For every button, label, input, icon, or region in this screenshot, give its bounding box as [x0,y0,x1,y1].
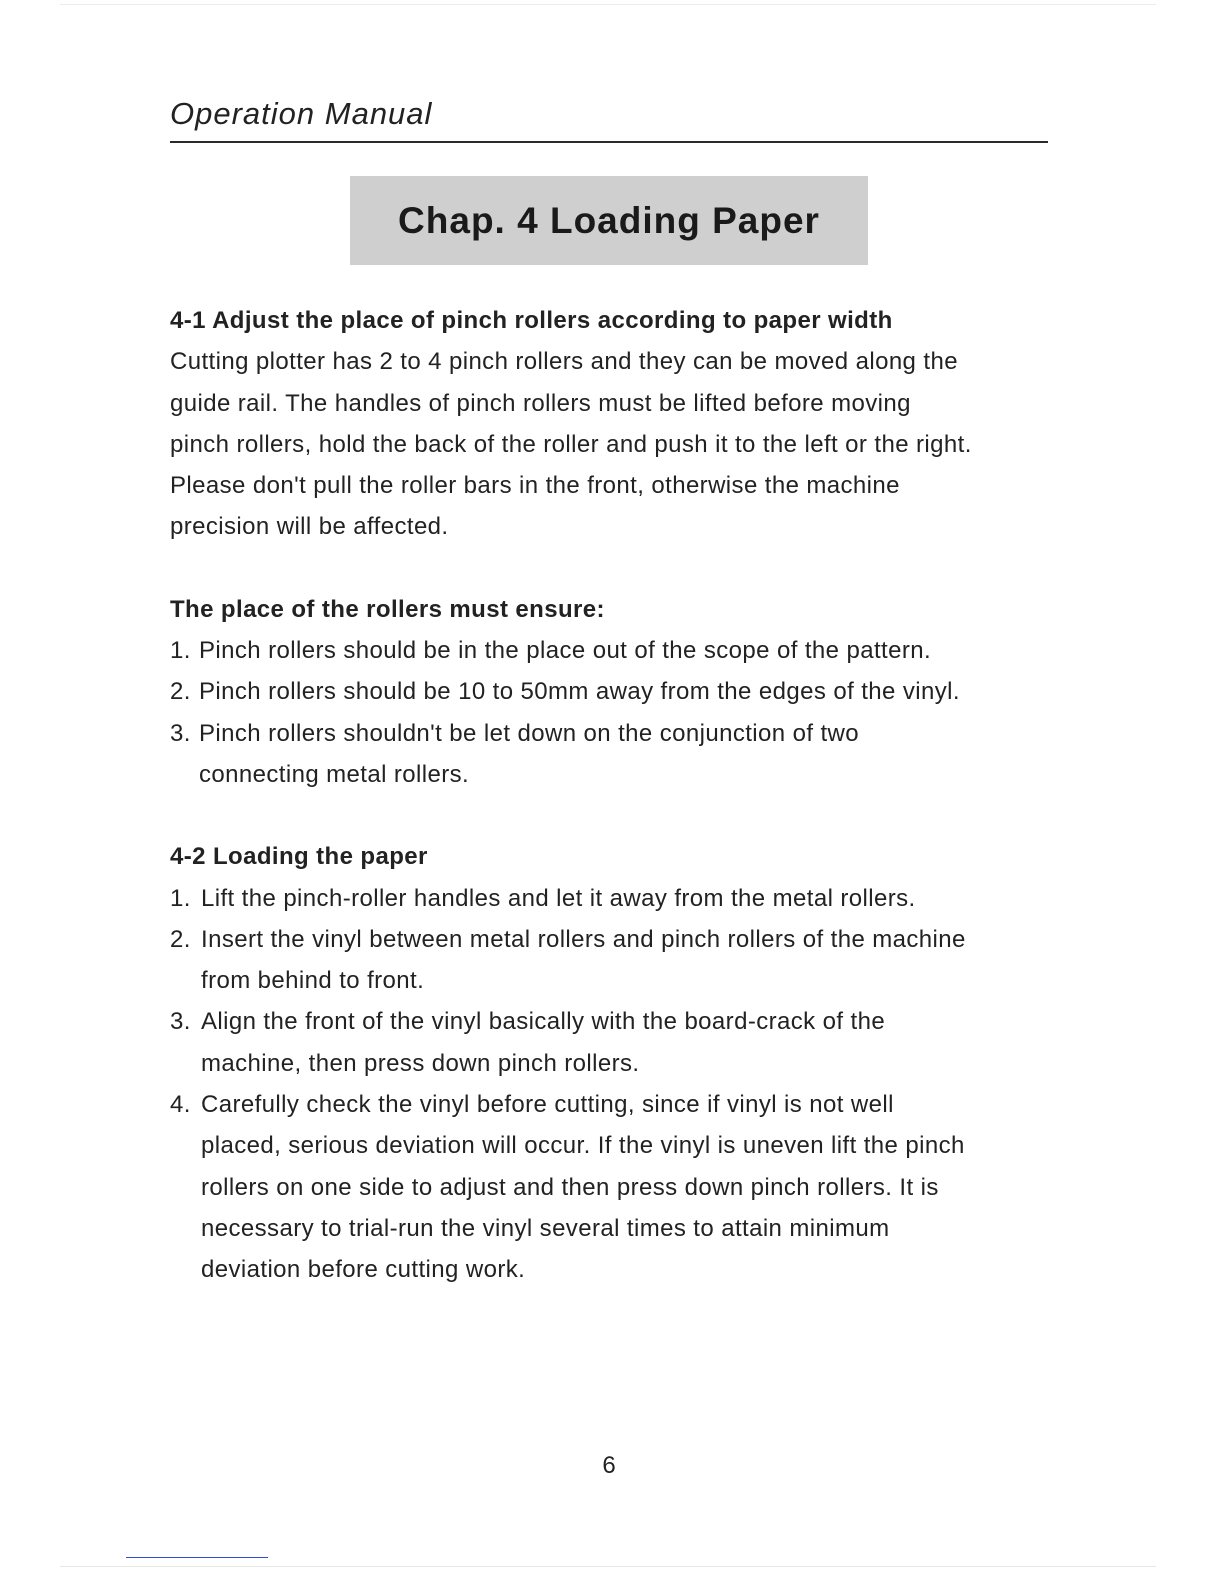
list-item-text [199,671,1070,712]
list-item-line: Pinch rollers should be 10 to 50mm away from the edges of the vinyl. [199,678,960,706]
list-item-line: deviation before cutting work. [201,1256,526,1284]
section-4-1-line: Please don't pull the roller bars in the front, otherwise the machine [170,472,900,500]
section-4-1-line: Cutting plotter has 2 to 4 pinch rollers and they can be moved along the [170,348,958,376]
list-item-number: 2. [170,678,191,706]
list-item-text [201,919,1070,1002]
loading-steps-list [170,878,1070,1291]
list-item-line: necessary to trial-run the vinyl several times to attain minimum [201,1214,890,1242]
list-item-line: rollers on one side to adjust and then press down pinch rollers. It is [201,1173,939,1201]
list-item-text [201,878,1070,919]
spacer [170,548,1070,589]
list-item-text [201,1001,1070,1084]
page-number: 6 [602,1452,616,1479]
list-item-text [201,1084,1070,1290]
list-item-line: Align the front of the vinyl basically with the board-crack of the [201,1008,886,1036]
rollers-list [170,630,1070,795]
list-item-line: Pinch rollers shouldn't be let down on the conjunction of two [199,719,860,747]
section-4-1-line: guide rail. The handles of pinch rollers must be lifted before moving [170,389,911,417]
list-item-line: Lift the pinch-roller handles and let it away from the metal rollers. [201,884,916,912]
chapter-title-box [350,176,868,265]
list-item-line: from behind to front. [201,967,425,995]
list-item [170,919,1070,1002]
list-item-line: placed, serious deviation will occur. If the vinyl is uneven lift the pinch [201,1132,965,1160]
section-4-2-heading: 4-2 Loading the paper [170,843,428,871]
section-4-1-line: pinch rollers, hold the back of the roller and push it to the left or the right. [170,430,972,458]
rollers-heading: The place of the rollers must ensure: [170,595,605,623]
list-item [170,671,1070,712]
list-item [170,878,1070,919]
list-item-number: 3. [170,1008,191,1036]
section-4-1-line: precision will be affected. [170,513,449,541]
list-item-line: connecting metal rollers. [199,760,470,788]
list-item-number: 1. [170,637,191,665]
list-item [170,1001,1070,1084]
top-border-line [60,4,1156,5]
list-item-line: Pinch rollers should be in the place out of the scope of the pattern. [199,637,932,665]
bottom-border-line [60,1566,1156,1567]
list-item-text [199,713,1070,796]
spacer [170,795,1070,836]
list-item-line: machine, then press down pinch rollers. [201,1049,640,1077]
list-item-line: Carefully check the vinyl before cutting, since if vinyl is not well [201,1091,894,1119]
chapter-title: Chap. 4 Loading Paper [398,199,820,241]
page-content [170,300,1070,1291]
list-item-number: 2. [170,925,191,953]
list-item-number: 1. [170,884,191,912]
section-4-1-heading: 4-1 Adjust the place of pinch rollers according to paper width [170,307,893,334]
header-rule [170,141,1048,143]
list-item [170,630,1070,671]
list-item-text [199,630,1070,671]
list-item-number: 4. [170,1091,191,1119]
list-item [170,1084,1070,1290]
manual-header-title: Operation Manual [170,96,433,131]
link-underline[interactable] [126,1557,268,1558]
list-item-line: Insert the vinyl between metal rollers and pinch rollers of the machine [201,925,966,953]
list-item [170,713,1070,796]
list-item-number: 3. [170,719,191,747]
